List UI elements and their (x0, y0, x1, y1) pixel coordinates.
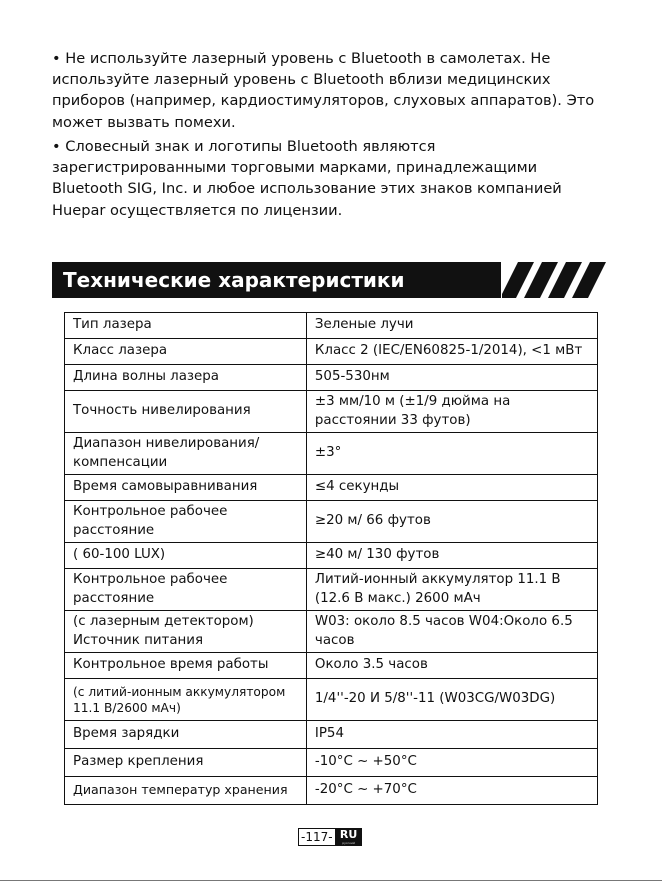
section-header (52, 262, 608, 298)
table-row (65, 543, 598, 569)
spec-label: ( 60-100 LUX) (65, 543, 307, 569)
table-row (65, 653, 598, 679)
spec-label: Время самовыравнивания (65, 475, 307, 501)
page-bottom-rule (0, 880, 662, 881)
spec-value: ±3 мм/10 м (±1/9 дюйма на расстоянии 33 футов) (306, 391, 597, 433)
table-row (65, 313, 598, 339)
table-row (65, 749, 598, 777)
language-code: RU (339, 828, 358, 841)
spec-value: 1/4''-20 И 5/8''-11 (W03CG/W03DG) (306, 679, 597, 721)
table-row (65, 501, 598, 543)
spec-value: ≤4 секунды (306, 475, 597, 501)
spec-label: Контрольное рабочее расстояние (65, 501, 307, 543)
spec-label: (с лазерным детектором) Источник питания (65, 611, 307, 653)
table-row (65, 611, 598, 653)
table-row (65, 365, 598, 391)
spec-label: Размер крепления (65, 749, 307, 777)
spec-label: Длина волны лазера (65, 365, 307, 391)
table-row (65, 391, 598, 433)
spec-label: Время зарядки (65, 721, 307, 749)
section-title: Технические характеристики (63, 268, 405, 292)
spec-label: Контрольное рабочее расстояние (65, 569, 307, 611)
table-row (65, 777, 598, 805)
spec-label: Диапазон температур хранения (65, 777, 307, 805)
diagonal-stripes-decoration (502, 262, 608, 298)
table-row (65, 433, 598, 475)
page-footer (298, 828, 362, 846)
spec-value: W03: около 8.5 часов W04:Около 6.5 часов (306, 611, 597, 653)
spec-value: ±3° (306, 433, 597, 475)
spec-table (64, 312, 598, 805)
table-row (65, 679, 598, 721)
spec-value: ≥20 м/ 66 футов (306, 501, 597, 543)
spec-value: 505-530нм (306, 365, 597, 391)
spec-value: -20°C ~ +70°C (306, 777, 597, 805)
spec-label: Класс лазера (65, 339, 307, 365)
table-row (65, 339, 598, 365)
bluetooth-aircraft-warning: • Не используйте лазерный уровень с Bluetooth в самолетах. Не используйте лазерный уровень с Bluetooth вблизи медицинских приборов (например, кардиостимуляторов, слуховых аппаратов). Это может вызвать помехи. (52, 50, 595, 131)
spec-value: Литий-ионный аккумулятор 11.1 В (12.6 В макс.) 2600 мАч (306, 569, 597, 611)
spec-label: Диапазон нивелирования/ компенсации (65, 433, 307, 475)
table-row (65, 475, 598, 501)
spec-label: Контрольное время работы (65, 653, 307, 679)
bluetooth-trademark-notice: • Словесный знак и логотипы Bluetooth являются зарегистрированными торговыми марками, принадлежащими Bluetooth SIG, Inc. и любое использование этих знаков компанией Huepar осуществляется по лицензии. (52, 138, 562, 219)
table-row (65, 721, 598, 749)
spec-label: Точность нивелирования (65, 391, 307, 433)
language-name: русский (342, 841, 355, 845)
spec-value: IP54 (306, 721, 597, 749)
page-number: -117- (298, 828, 336, 846)
spec-label: (с литий-ионным аккумулятором 11.1 В/2600 мАч) (65, 679, 307, 721)
table-row (65, 569, 598, 611)
spec-value: Класс 2 (IEC/EN60825-1/2014), <1 мВт (306, 339, 597, 365)
spec-value: -10°C ~ +50°C (306, 749, 597, 777)
spec-value: ≥40 м/ 130 футов (306, 543, 597, 569)
spec-value: Около 3.5 часов (306, 653, 597, 679)
language-badge (336, 828, 362, 846)
spec-value: Зеленые лучи (306, 313, 597, 339)
spec-label: Тип лазера (65, 313, 307, 339)
